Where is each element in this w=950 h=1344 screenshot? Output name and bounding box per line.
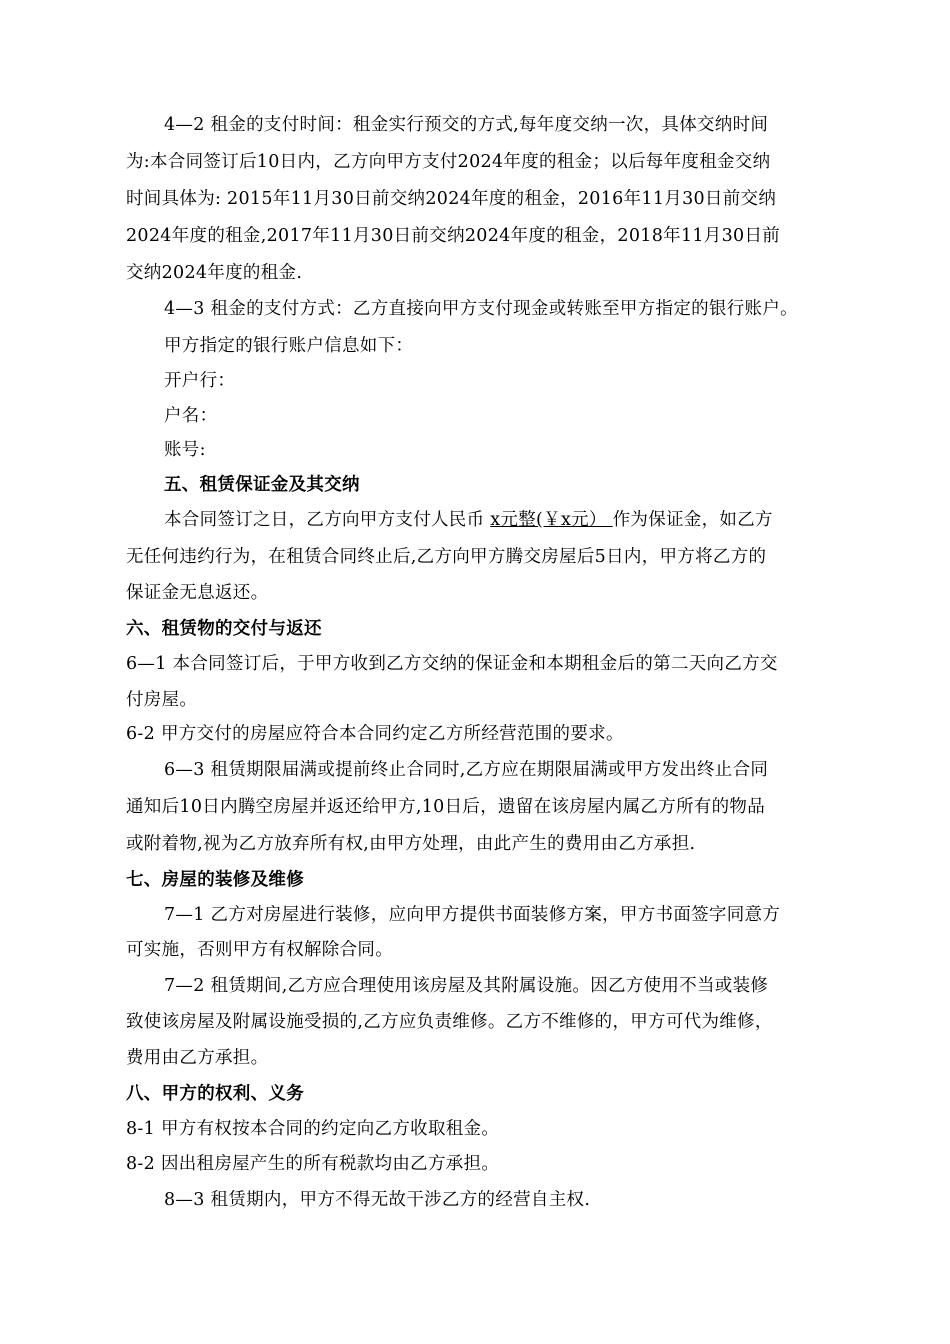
account-number-label: 账号: (164, 440, 206, 460)
paragraph-4-2-line-1: 4—2 租金的支付时间：租金实行预交的方式,每年度交纳一次，具体交纳时间 (164, 115, 769, 135)
paragraph-4-2-line-3: 时间具体为: 2015年11月30日前交纳2024年度的租金，2016年11月30日前交纳 (126, 189, 777, 209)
paragraph-6-1-line-2: 付房屋。 (126, 690, 198, 710)
paragraph-7-2-line-3: 费用由乙方承担。 (126, 1048, 269, 1068)
paragraph-4-2-line-2: 为:本合同签订后10日内，乙方向甲方支付2024年度的租金；以后每年度租金交纳 (126, 152, 771, 172)
paragraph-7-2-line-1: 7—2 租赁期间,乙方应合理使用该房屋及其附属设施。因乙方使用不当或装修 (164, 976, 769, 996)
paragraph-5-line-2: 无任何违约行为，在租赁合同终止后,乙方向甲方腾交房屋后5日内，甲方将乙方的 (126, 547, 767, 567)
bank-name-label: 开户行： (164, 371, 236, 391)
deposit-amount-blank: x元整(￥x元） (490, 510, 613, 530)
paragraph-8-1: 8-1 甲方有权按本合同的约定向乙方收取租金。 (126, 1119, 500, 1139)
paragraph-4-2-line-4: 2024年度的租金,2017年11月30日前交纳2024年度的租金，2018年11月30日前 (126, 226, 781, 246)
bank-info-intro: 甲方指定的银行账户信息如下： (164, 336, 414, 356)
paragraph-5-text-end: 作为保证金，如乙方 (612, 510, 773, 530)
paragraph-8-3: 8—3 租赁期内，甲方不得无故干涉乙方的经营自主权. (164, 1190, 591, 1210)
section-7-heading: 七、房屋的装修及维修 (126, 870, 304, 890)
paragraph-6-3-line-1: 6—3 租赁期限届满或提前终止合同时,乙方应在期限届满或甲方发出终止合同 (164, 760, 769, 780)
paragraph-7-1-line-2: 可实施，否则甲方有权解除合同。 (126, 940, 393, 960)
section-5-heading: 五、租赁保证金及其交纳 (164, 475, 360, 495)
paragraph-8-2: 8-2 因出租房屋产生的所有税款均由乙方承担。 (126, 1154, 500, 1174)
paragraph-4-3: 4—3 租金的支付方式：乙方直接向甲方支付现金或转账至甲方指定的银行账户。 (164, 299, 798, 319)
paragraph-4-2-line-5: 交纳2024年度的租金. (126, 263, 303, 283)
paragraph-6-3-line-2: 通知后10日内腾空房屋并返还给甲方,10日后，遗留在该房屋内属乙方所有的物品 (126, 797, 765, 817)
paragraph-7-1-line-1: 7—1 乙方对房屋进行装修，应向甲方提供书面装修方案，甲方书面签字同意方 (164, 905, 781, 925)
paragraph-7-2-line-2: 致使该房屋及附属设施受损的,乙方应负责维修。乙方不维修的，甲方可代为维修， (126, 1012, 773, 1032)
section-8-heading: 八、甲方的权利、义务 (126, 1084, 304, 1104)
paragraph-5-line-1 (164, 508, 773, 532)
paragraph-5-line-3: 保证金无息返还。 (126, 583, 269, 603)
account-holder-label: 户名： (164, 406, 218, 426)
paragraph-6-1-line-1: 6—1 本合同签订后，于甲方收到乙方交纳的保证金和本期租金后的第二天向乙方交 (126, 654, 778, 674)
section-6-heading: 六、租赁物的交付与返还 (126, 619, 322, 639)
paragraph-6-3-line-3: 或附着物,视为乙方放弃所有权,由甲方处理，由此产生的费用由乙方承担. (126, 834, 696, 854)
paragraph-6-2: 6-2 甲方交付的房屋应符合本合同约定乙方所经营范围的要求。 (126, 724, 624, 744)
paragraph-5-text-start: 本合同签订之日，乙方向甲方支付人民币 (164, 510, 491, 530)
